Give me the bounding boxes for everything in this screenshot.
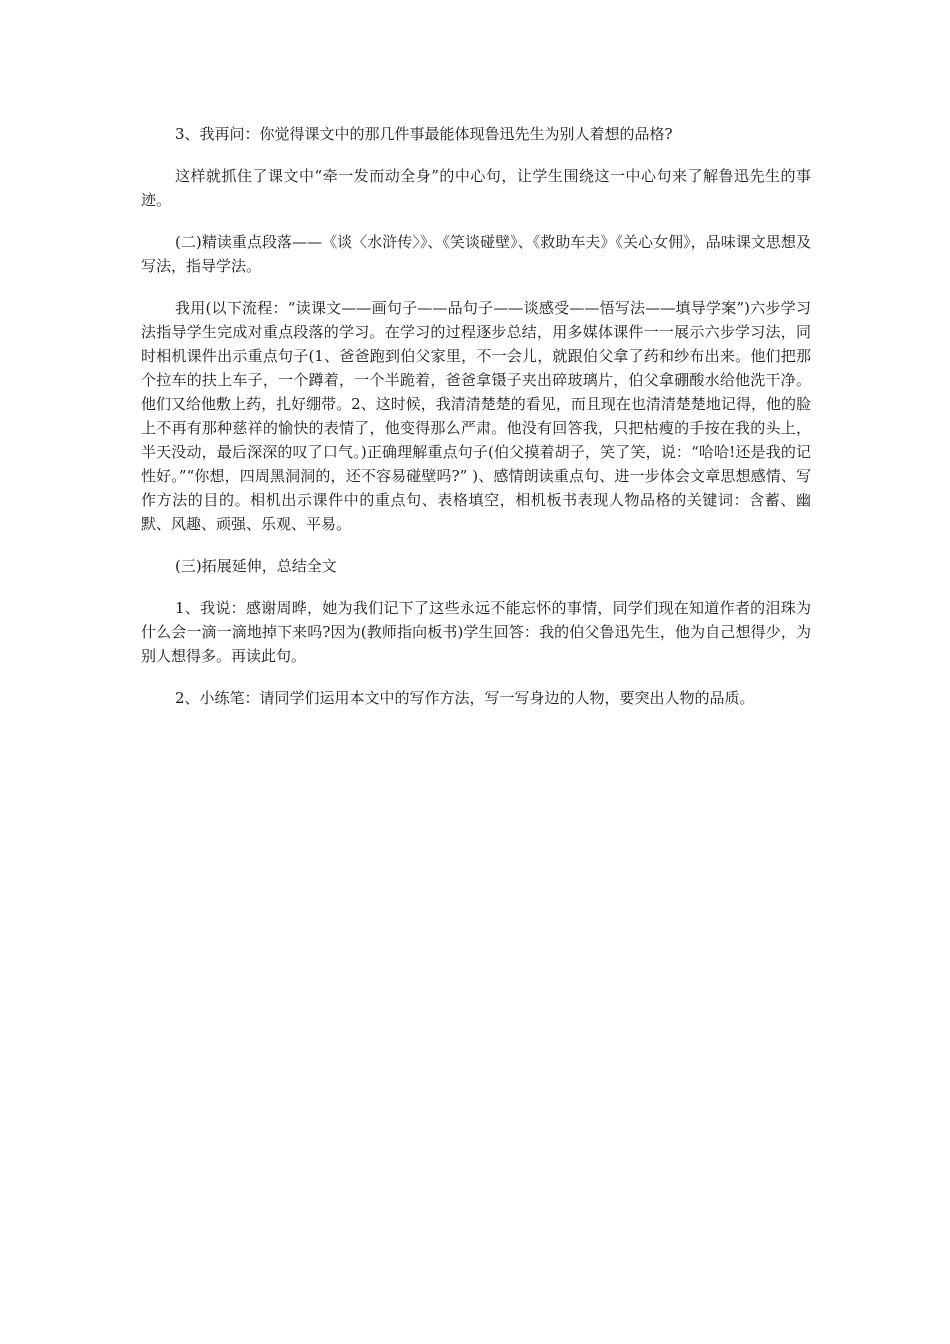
six-step-method-paragraph: 我用(以下流程：“读课文——画句子——品句子——谈感受——悟写法——填导学案”)六步学习法指导学生完成对重点段落的学习。在学习的过程逐步总结，用多媒体课件一一展示六步学习法，同时相机课件出示重点句子(1、爸爸跑到伯父家里，不一会儿，就跟伯父拿了药和纱布出来。他们把那个拉车的扶上车子，一个蹲着，一个半跪着，爸爸拿镊子夹出碎玻璃片，伯父拿硼酸水给他洗干净。他们又给他敷上药，扎好绷带。2、这时候，我清清楚楚的看见，而且现在也清清楚楚地记得，他的脸上不再有那种慈祥的愉快的表情了，他变得那么严肃。他没有回答我，只把枯瘦的手按在我的头上，半天没动，最后深深的叹了口气。)正确理解重点句子(伯父摸着胡子，笑了笑，说：“哈哈!还是我的记性好。”“你想，四周黑洞洞的，还不容易碰壁吗?” )、感情朗读重点句、进一步体会文章思想感情、写作方法的目的。相机出示课件中的重点句、表格填空，相机板书表现人物品格的关键词：含蓄、幽默、风趣、顽强、乐观、平易。 bbox=[141, 299, 811, 533]
summary-paragraph: 1、我说：感谢周晔，她为我们记下了这些永远不能忘怀的事情，同学们现在知道作者的泪珠为什么会一滴一滴地掉下来吗?因为(教师指向板书)学生回答：我的伯父鲁迅先生，他为自己想得少，为别人想得多。再读此句。 bbox=[141, 599, 811, 665]
question-paragraph: 3、我再问：你觉得课文中的那几件事最能体现鲁迅先生为别人着想的品格? bbox=[175, 125, 673, 143]
writing-exercise-paragraph: 2、小练笔：请同学们运用本文中的写作方法，写一写身边的人物，要突出人物的品质。 bbox=[175, 689, 755, 707]
document-body bbox=[141, 122, 811, 728]
section-two-heading-paragraph: (二)精读重点段落——《谈〈水浒传〉》、《笑谈碰壁》、《救助车夫》《关心女佣》，品味课文思想及写法，指导学法。 bbox=[141, 233, 811, 275]
central-sentence-paragraph: 这样就抓住了课文中“牵一发而动全身”的中心句，让学生围绕这一中心句来了解鲁迅先生的事迹。 bbox=[141, 167, 811, 209]
section-three-heading: (三)拓展延伸，总结全文 bbox=[175, 557, 337, 575]
